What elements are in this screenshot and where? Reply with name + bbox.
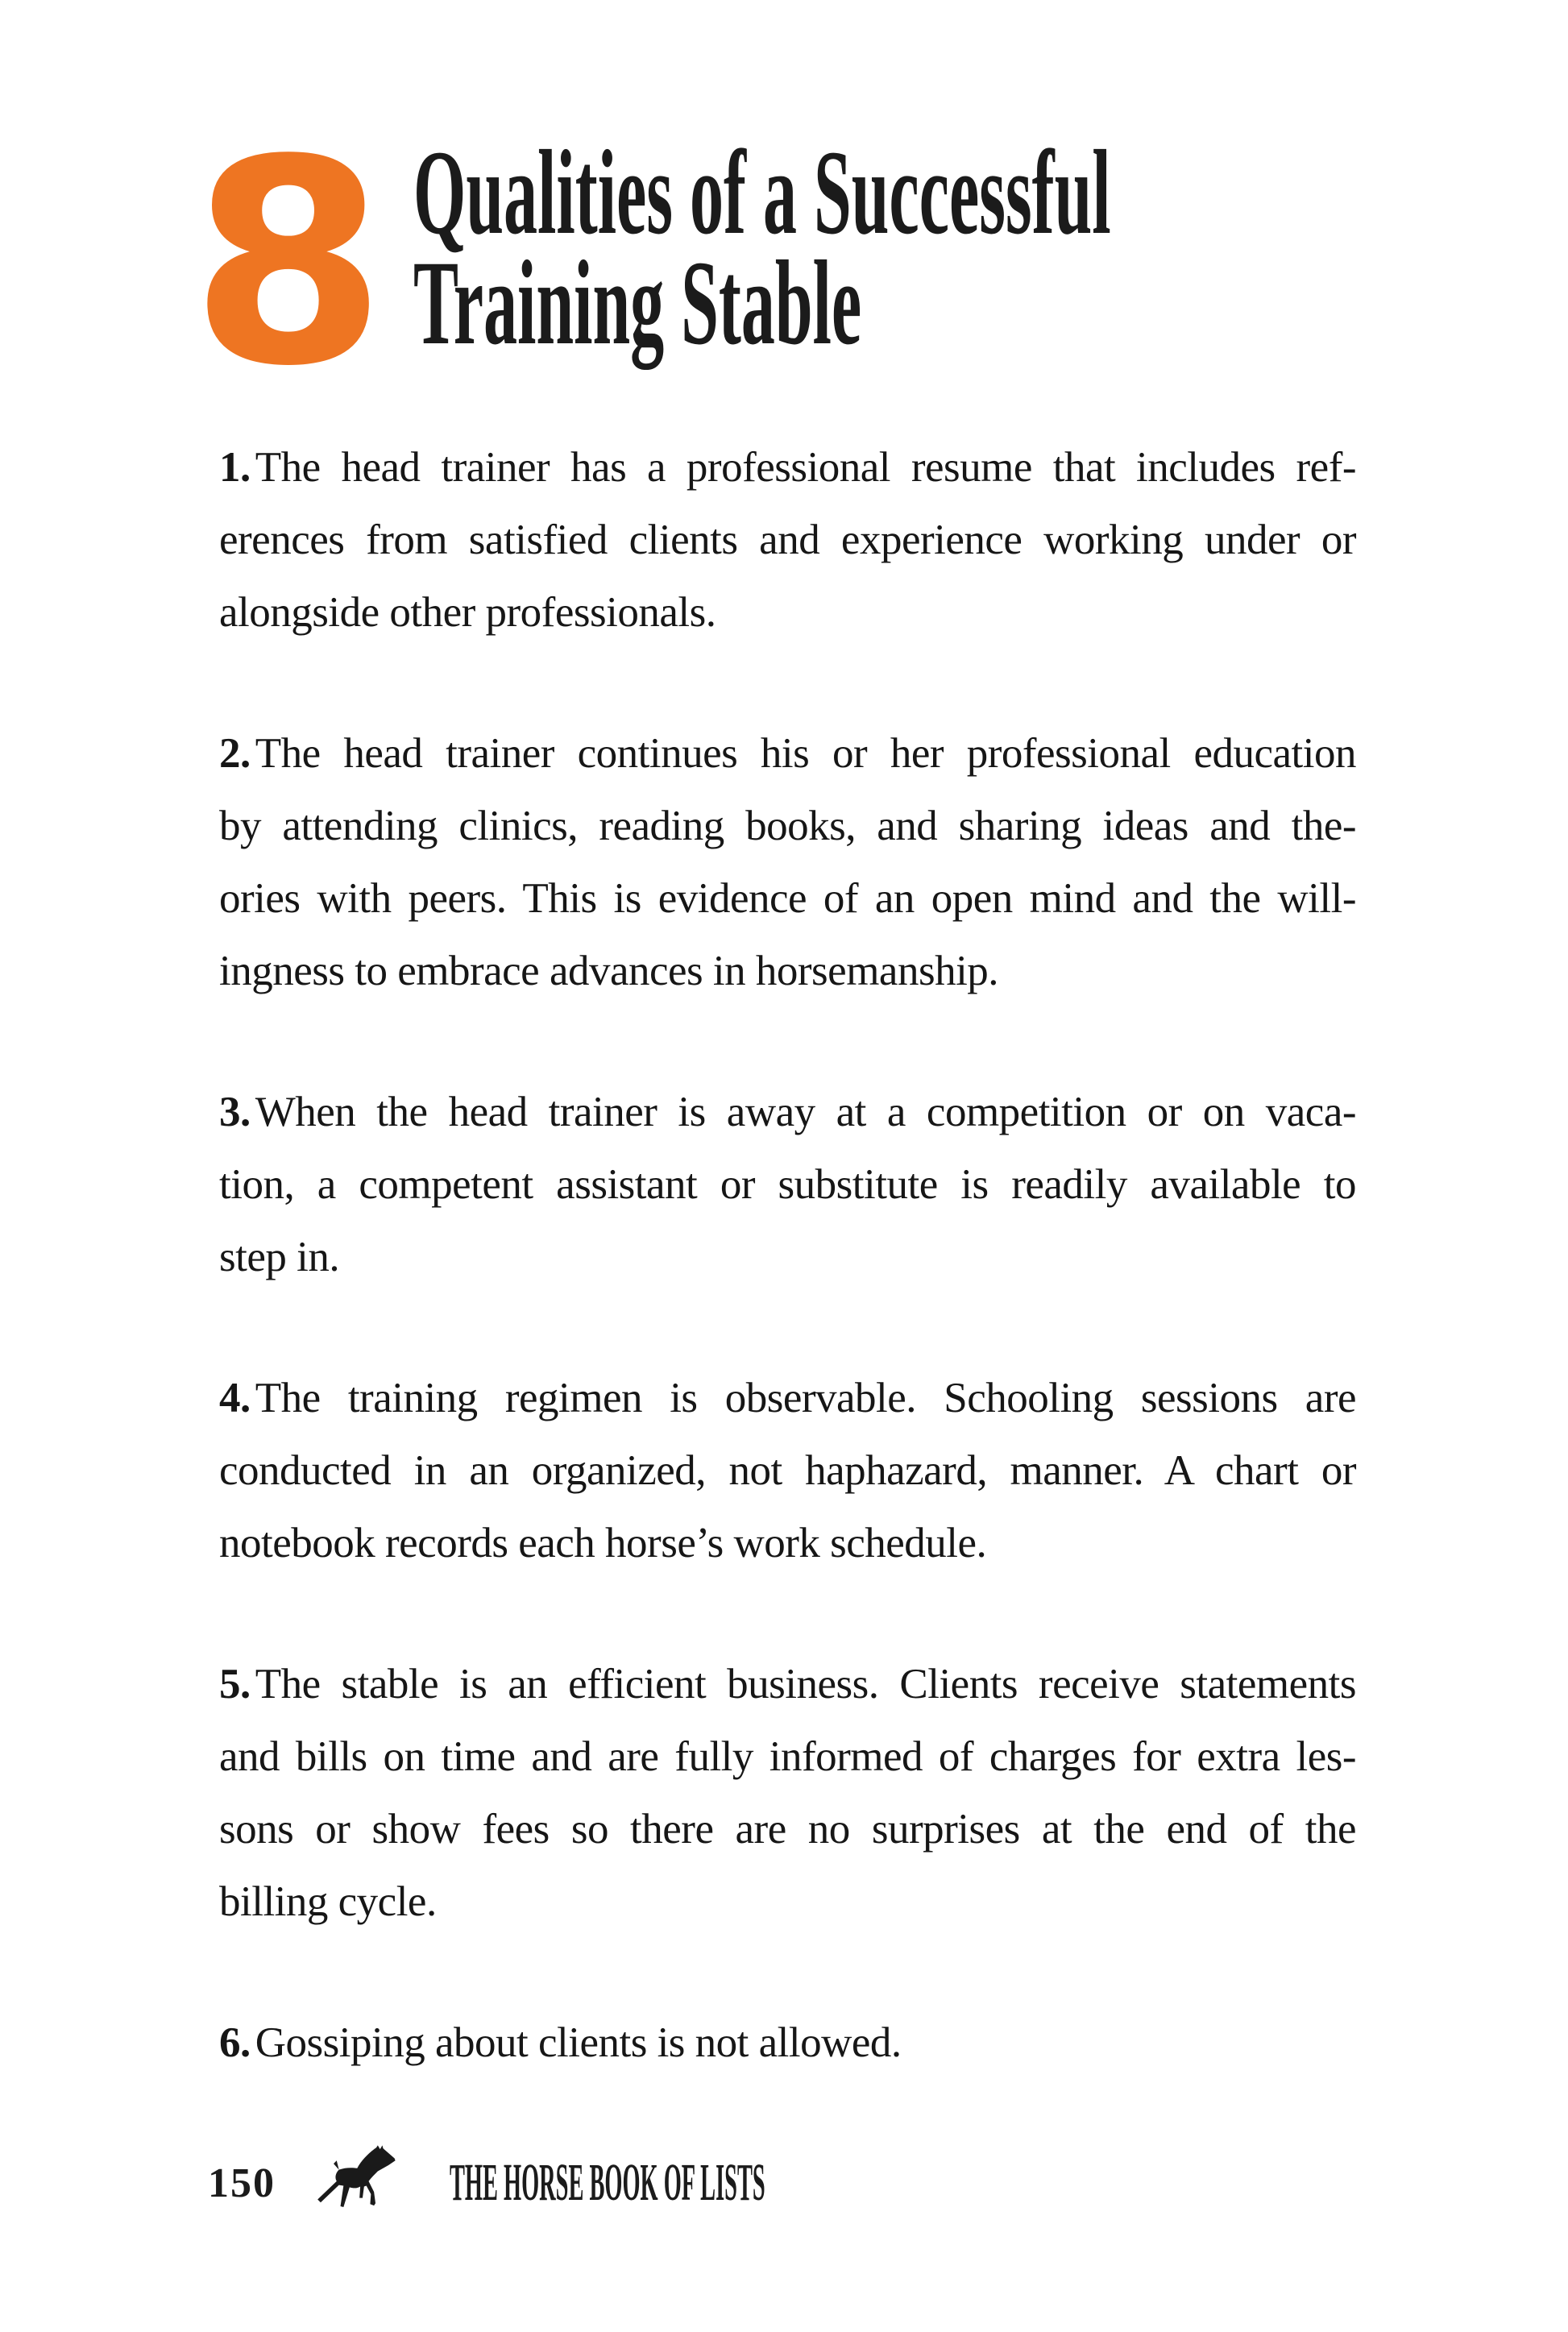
list-item [219,1076,1356,1293]
list-item [219,2006,1356,2079]
item-number: 3. [219,1089,251,1135]
list-item [219,717,1356,1007]
list-item-line: 4. The training regimen is observable. Schooling sessions are [219,1375,1356,1421]
item-number: 5. [219,1661,251,1708]
list-item-line: ories with peers. This is evidence of an open mind and the will- [219,875,1356,922]
list-item-line: step in. [219,1234,340,1280]
chapter-title-line1: Qualities of a Successful [413,126,1111,259]
list-item-line: erences from satisfied clients and experience working under or [219,517,1356,563]
list-item-line: conducted in an organized, not haphazard, manner. A chart or [219,1447,1356,1494]
item-number: 2. [219,730,251,777]
item-number: 4. [219,1375,251,1421]
list-item-line: ingness to embrace advances in horsemanship. [219,948,999,994]
numbered-list [219,431,1356,2079]
list-item-line: notebook records each horse’s work schedule. [219,1520,987,1566]
list-item-line: 2. The head trainer continues his or her professional education [219,730,1356,777]
chapter-list-number: 8 [190,99,387,428]
item-number: 6. [219,2019,251,2066]
list-item-line: 6. Gossiping about clients is not allowed. [219,2019,902,2066]
list-item-line: by attending clinics, reading books, and sharing ideas and the- [219,803,1356,849]
list-item-line: tion, a competent assistant or substitute is readily available to [219,1161,1356,1208]
list-item-line: 3. When the head trainer is away at a competition or on vaca- [219,1089,1356,1135]
prancing-horse-icon [316,2137,408,2221]
list-item-line: sons or show fees so there are no surprises at the end of the [219,1806,1356,1853]
list-item [219,1362,1356,1579]
list-item [219,431,1356,649]
list-item-line: 1. The head trainer has a professional resume that includes ref- [219,444,1356,491]
list-item-line: alongside other professionals. [219,589,716,636]
page-number: 150 [208,2160,276,2206]
list-item [219,1648,1356,1938]
list-item-line: billing cycle. [219,1878,437,1925]
list-item-line: 5. The stable is an efficient business. Clients receive statements [219,1661,1356,1708]
item-number: 1. [219,444,251,491]
chapter-title-line2: Training Stable [413,236,862,370]
book-title: THE HORSE BOOK OF LISTS [450,2153,765,2212]
list-item-line: and bills on time and are fully informed of charges for extra les- [219,1733,1356,1780]
